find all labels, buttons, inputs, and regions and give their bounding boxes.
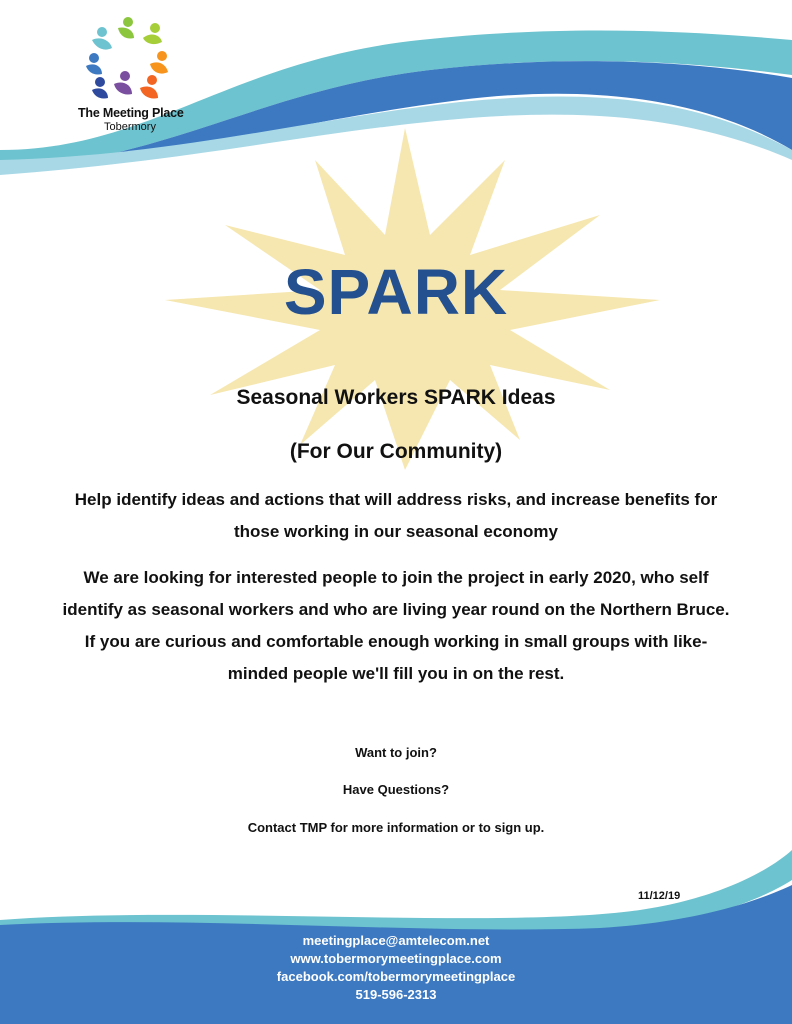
question-ask: Have Questions? (342, 782, 450, 797)
footer-email: meetingplace@amtelecom.net (302, 933, 490, 948)
paragraph-intro: Help identify ideas and actions that will address risks, and increase benefits for those working in our seasonal economy (74, 490, 718, 541)
subtitle: Seasonal Workers SPARK Ideas (236, 386, 556, 409)
logo-figures (86, 17, 168, 99)
question-join: Want to join? (355, 745, 437, 760)
footer-contact (0, 932, 792, 1004)
contact-line: Contact TMP for more information or to sign up. (247, 820, 545, 835)
footer-facebook: facebook.com/tobermorymeetingplace (276, 969, 516, 984)
footer-website: www.tobermorymeetingplace.com (290, 951, 502, 966)
org-place: Tobermory (104, 121, 156, 133)
page-title: SPARK (283, 256, 509, 328)
footer-phone: 519-596-2313 (355, 987, 437, 1002)
date-label: 11/12/19 (638, 890, 681, 902)
paragraph-details: We are looking for interested people to join the project in early 2020, who self identify as seasonal workers and who are living year round on the Northern Bruce. If you are curious and comfortable enough working in small groups with like-minded people we'll fill you in on the rest. (62, 568, 730, 683)
logo-text (78, 106, 198, 133)
subtitle-community: (For Our Community) (289, 440, 503, 463)
org-name: The Meeting Place (78, 106, 184, 120)
